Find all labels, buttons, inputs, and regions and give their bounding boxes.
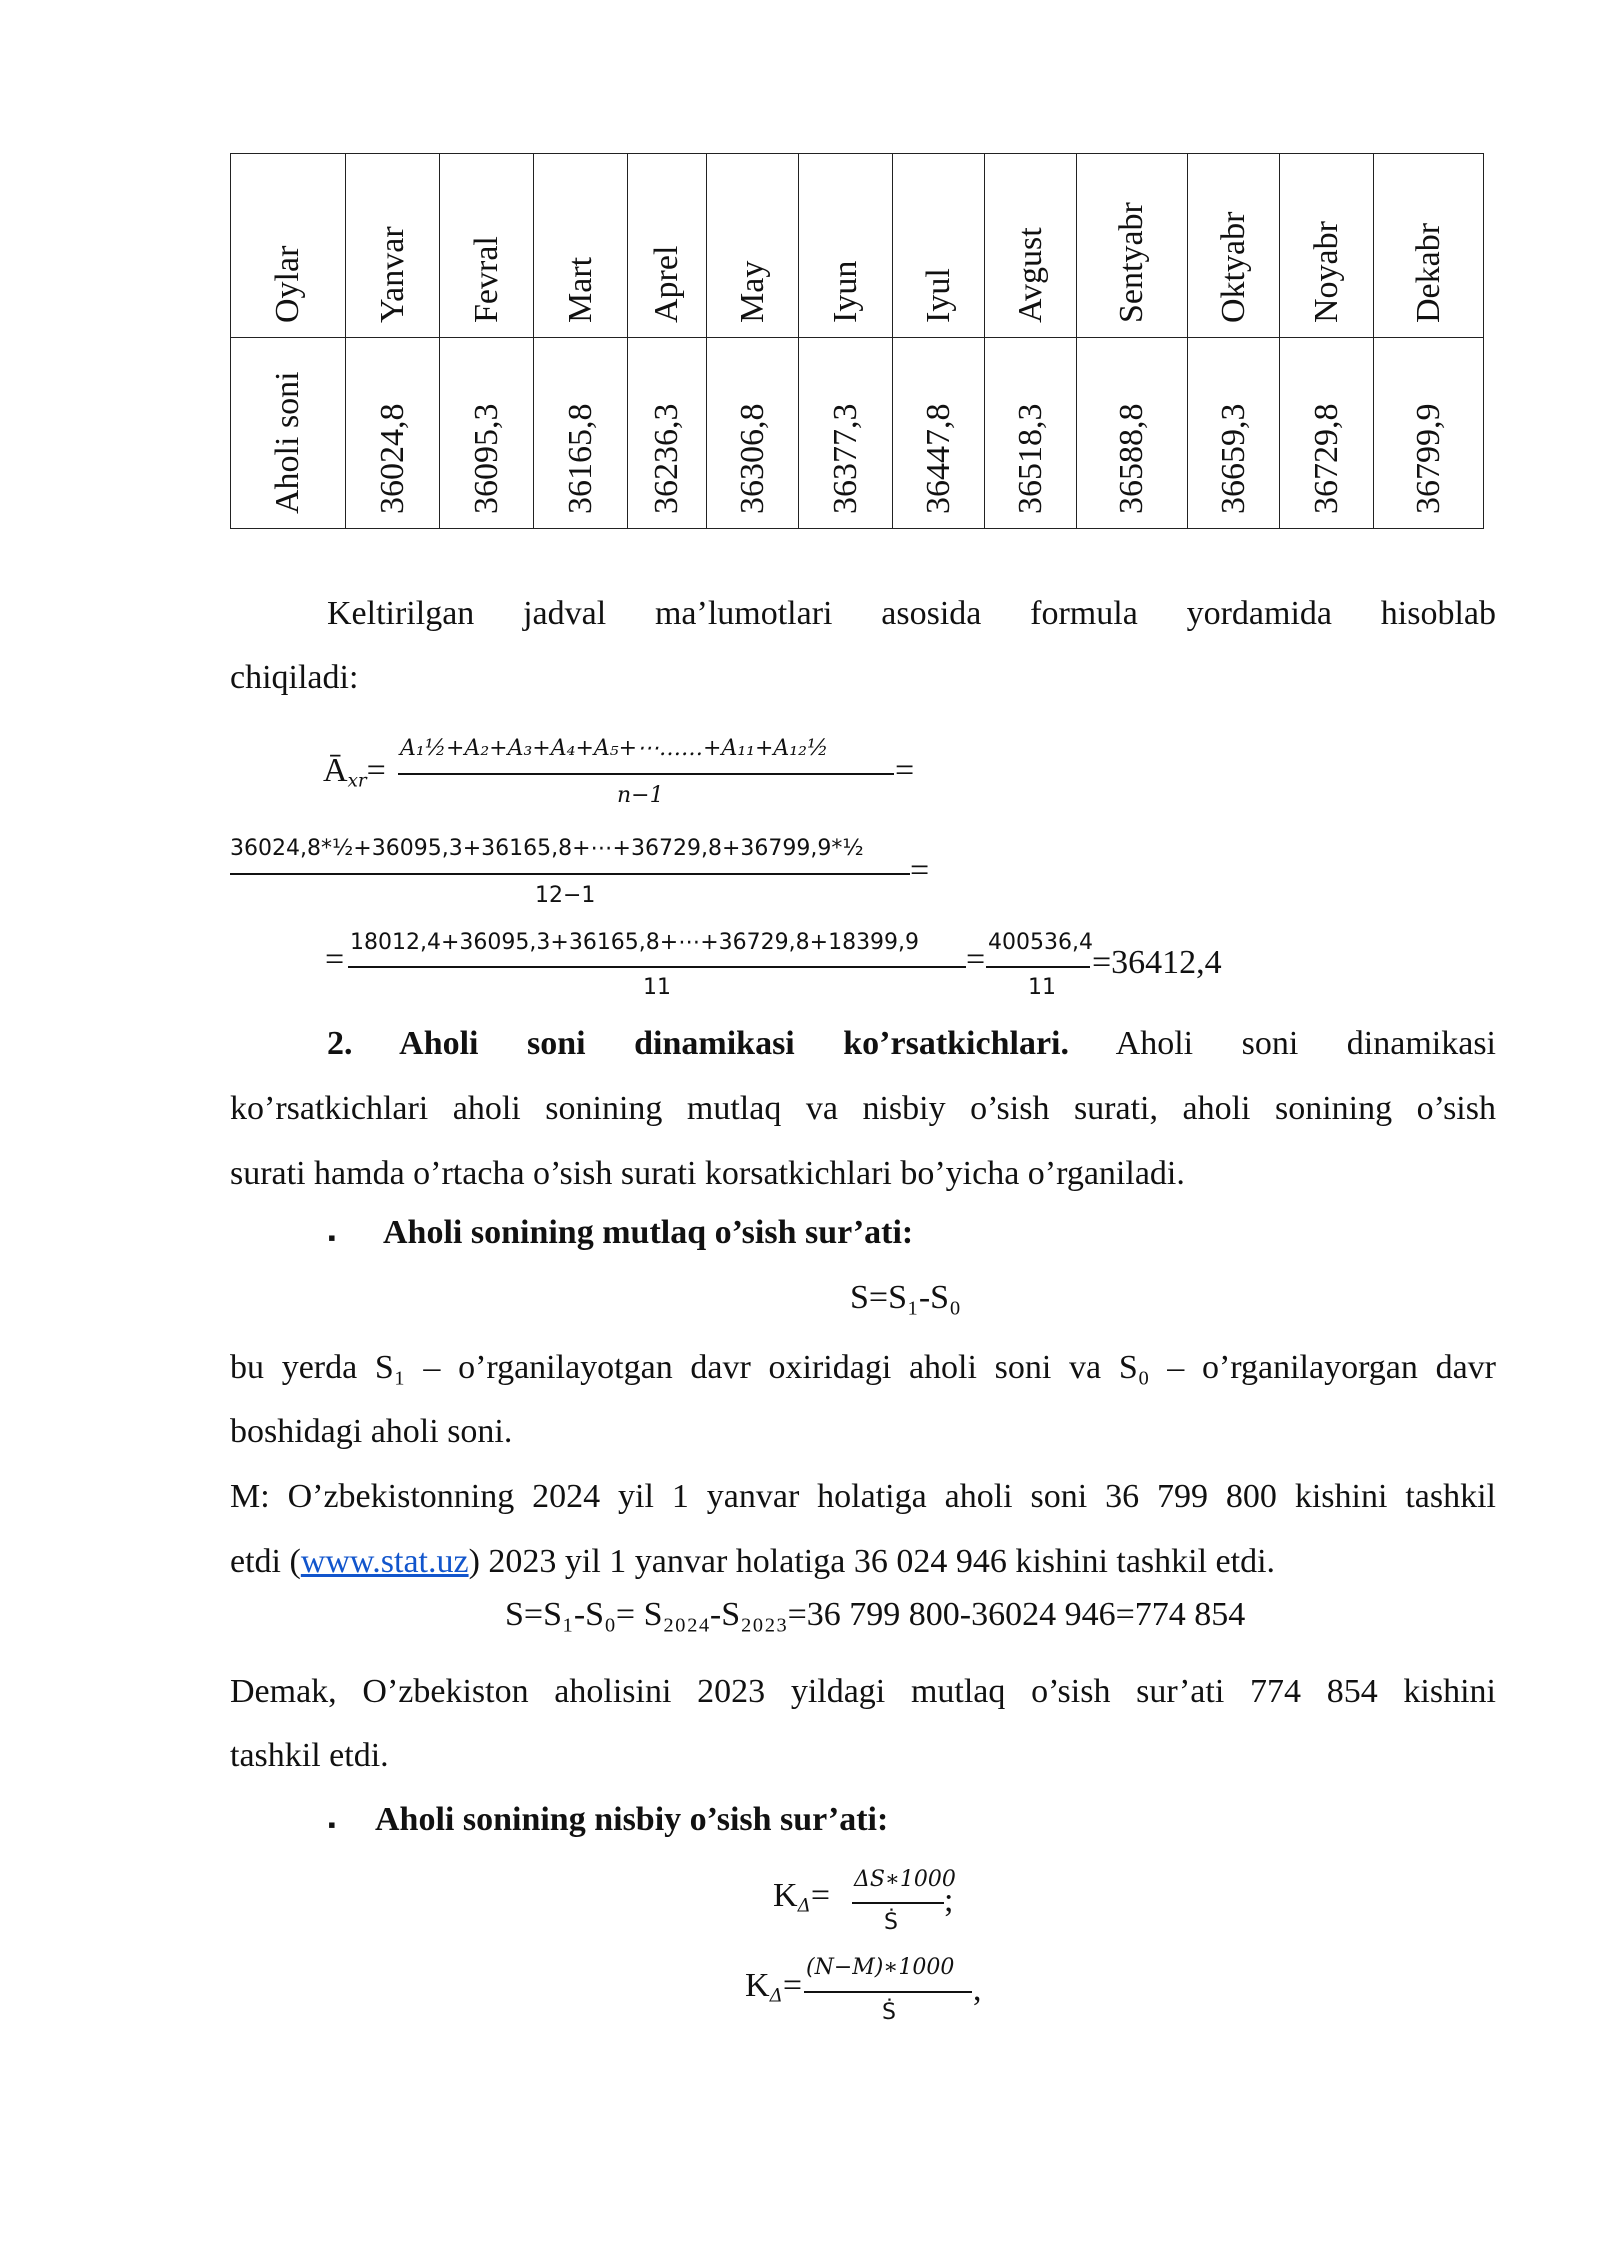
- month-label-cell: [799, 154, 893, 338]
- bullet-icon: ▪: [328, 1812, 336, 1837]
- month-label: Mart: [561, 256, 599, 323]
- month-label: Sentyabr: [1113, 202, 1150, 323]
- month-label-cell: [707, 154, 799, 338]
- formula1-end: ;: [944, 1882, 954, 1919]
- population-value-cell: [534, 338, 628, 529]
- population-value: 36377,3: [826, 403, 864, 514]
- months-header: Oylar: [269, 245, 306, 323]
- bullet-icon: ▪: [328, 1225, 336, 1250]
- population-header: Aholi soni: [269, 371, 306, 514]
- population-value: 36588,8: [1113, 403, 1150, 514]
- mean-sum-numerator: 400536,4: [988, 930, 1093, 955]
- month-label-cell: [440, 154, 534, 338]
- absolute-growth-formula: S=S₁-S₀: [850, 1279, 961, 1316]
- example-line-2: [230, 1530, 1496, 1594]
- k-subscript: Δ: [797, 1895, 811, 1917]
- month-label-cell: [1077, 154, 1188, 338]
- formula2-end: ,: [973, 1971, 982, 2008]
- population-value: 36659,3: [1214, 403, 1252, 514]
- population-value: 36095,3: [467, 403, 505, 514]
- formula1-denominator: Ṡ: [884, 1910, 898, 1935]
- month-label: Yanvar: [373, 226, 411, 323]
- k-subscript: Δ: [769, 1985, 783, 2007]
- section2-title-rest: Aholi soni dinamikasi: [1115, 1025, 1497, 1062]
- population-value-cell: [1374, 338, 1484, 529]
- month-label: Avgust: [1011, 227, 1049, 323]
- mean-numerator: A₁½+A₂+A₃+A₄+A₅+⋯……+A₁₁+A₁₂½: [400, 736, 829, 761]
- formula1-numerator: ΔS∗1000: [854, 1867, 956, 1892]
- stat-uz-link[interactable]: www.stat.uz: [300, 1543, 469, 1580]
- month-label-cell: [346, 154, 440, 338]
- example-line-2-start: etdi (: [230, 1543, 301, 1580]
- mean-line3-numerator: 18012,4+36095,3+36165,8+⋯+36729,8+18399,9: [350, 930, 920, 955]
- conclusion-line-2: tashkil etdi.: [230, 1737, 389, 1774]
- month-label: Oktyabr: [1214, 211, 1252, 323]
- intro-line-2: chiqiladi:: [230, 659, 359, 696]
- section2-line-3: surati hamda o’rtacha o’sish surati korsatkichlari bo’yicha o’rganiladi.: [230, 1155, 1185, 1192]
- population-table: [230, 153, 1484, 529]
- population-value: 36729,8: [1307, 403, 1345, 514]
- population-value-cell: [985, 338, 1077, 529]
- population-value: 36306,8: [733, 403, 771, 514]
- population-value-cell: [1280, 338, 1374, 529]
- section2-line-2: ko’rsatkichlari aholi sonining mutlaq va nisbiy o’sish surati, aholi sonining o’sish: [230, 1090, 1496, 1127]
- month-label: May: [733, 260, 771, 323]
- example-line-2-end: ) 2023 yil 1 yanvar holatiga 36 024 946 kishini tashkil etdi.: [468, 1543, 1276, 1580]
- population-value-cell: [799, 338, 893, 529]
- population-header-cell: [231, 338, 346, 529]
- formula2-numerator: (N−M)∗1000: [806, 1955, 955, 1980]
- mean-denominator: n−1: [617, 783, 664, 808]
- mean-line2-numerator: 36024,8*½+36095,3+36165,8+⋯+36729,8+36799,9*½: [230, 836, 864, 861]
- month-label-cell: [985, 154, 1077, 338]
- months-row: [231, 154, 1484, 338]
- mean-line3-denominator: 11: [643, 975, 671, 1000]
- month-label: Dekabr: [1409, 222, 1447, 323]
- section2-title: 2. Aholi soni dinamikasi ko’rsatkichlari.: [327, 1025, 1069, 1062]
- month-label-cell: [1280, 154, 1374, 338]
- population-value: 36024,8: [373, 403, 411, 514]
- month-label-cell: [534, 154, 628, 338]
- month-label: Aprel: [648, 245, 685, 323]
- bullet2-title: Aholi sonining nisbiy o’sish sur’ati:: [375, 1801, 889, 1838]
- bullet1-title: Aholi sonining mutlaq o’sish sur’ati:: [383, 1214, 914, 1251]
- mean-result: =36412,4: [1092, 944, 1222, 981]
- population-value-cell: [628, 338, 707, 529]
- month-label: Iyul: [919, 268, 957, 323]
- population-value-cell: [346, 338, 440, 529]
- mean-symbol: Ā: [323, 752, 348, 789]
- population-value: 36799,9: [1409, 403, 1447, 514]
- population-value: 36518,3: [1011, 403, 1049, 514]
- population-row: [231, 338, 1484, 529]
- month-label-cell: [628, 154, 707, 338]
- population-value-cell: [707, 338, 799, 529]
- months-header-cell: [231, 154, 346, 338]
- k-symbol: K: [745, 1967, 770, 2004]
- example-line-1: M: O’zbekistonning 2024 yil 1 yanvar holatiga aholi soni 36 799 800 kishini tashkil: [230, 1478, 1496, 1515]
- mean-line2-denominator: 12−1: [535, 883, 596, 908]
- month-label: Fevral: [467, 236, 505, 323]
- conclusion-line-1: Demak, O’zbekiston aholisini 2023 yildagi mutlaq o’sish sur’ati 774 854 kishini: [230, 1673, 1496, 1710]
- population-value-cell: [893, 338, 985, 529]
- mean-subscript: xr: [347, 770, 367, 792]
- bullet1-definition-line-1: bu yerda S₁ – o’rganilayotgan davr oxiridagi aholi soni va S₀ – o’rganilayorgan davr: [230, 1349, 1496, 1386]
- month-label-cell: [893, 154, 985, 338]
- population-value-cell: [1188, 338, 1280, 529]
- population-value: 36165,8: [561, 403, 599, 514]
- population-value: 36236,3: [648, 403, 685, 514]
- month-label: Iyun: [826, 260, 864, 323]
- population-value: 36447,8: [919, 403, 957, 514]
- mean-sum-denominator: 11: [1028, 975, 1056, 1000]
- population-value-cell: [440, 338, 534, 529]
- k-symbol: K: [773, 1877, 798, 1914]
- intro-line-1: Keltirilgan jadval ma’lumotlari asosida formula yordamida hisoblab: [327, 595, 1496, 632]
- month-label-cell: [1374, 154, 1484, 338]
- month-label: Noyabr: [1307, 221, 1345, 323]
- formula2-denominator: Ṡ: [882, 2000, 896, 2025]
- absolute-growth-calculation: S=S₁-S₀= S₂₀₂₄-S₂₀₂₃=36 799 800-36024 946=774 854: [505, 1596, 1246, 1633]
- section2-line-1: [230, 1012, 1496, 1076]
- bullet1-definition-line-2: boshidagi aholi soni.: [230, 1413, 513, 1450]
- month-label-cell: [1188, 154, 1280, 338]
- population-value-cell: [1077, 338, 1188, 529]
